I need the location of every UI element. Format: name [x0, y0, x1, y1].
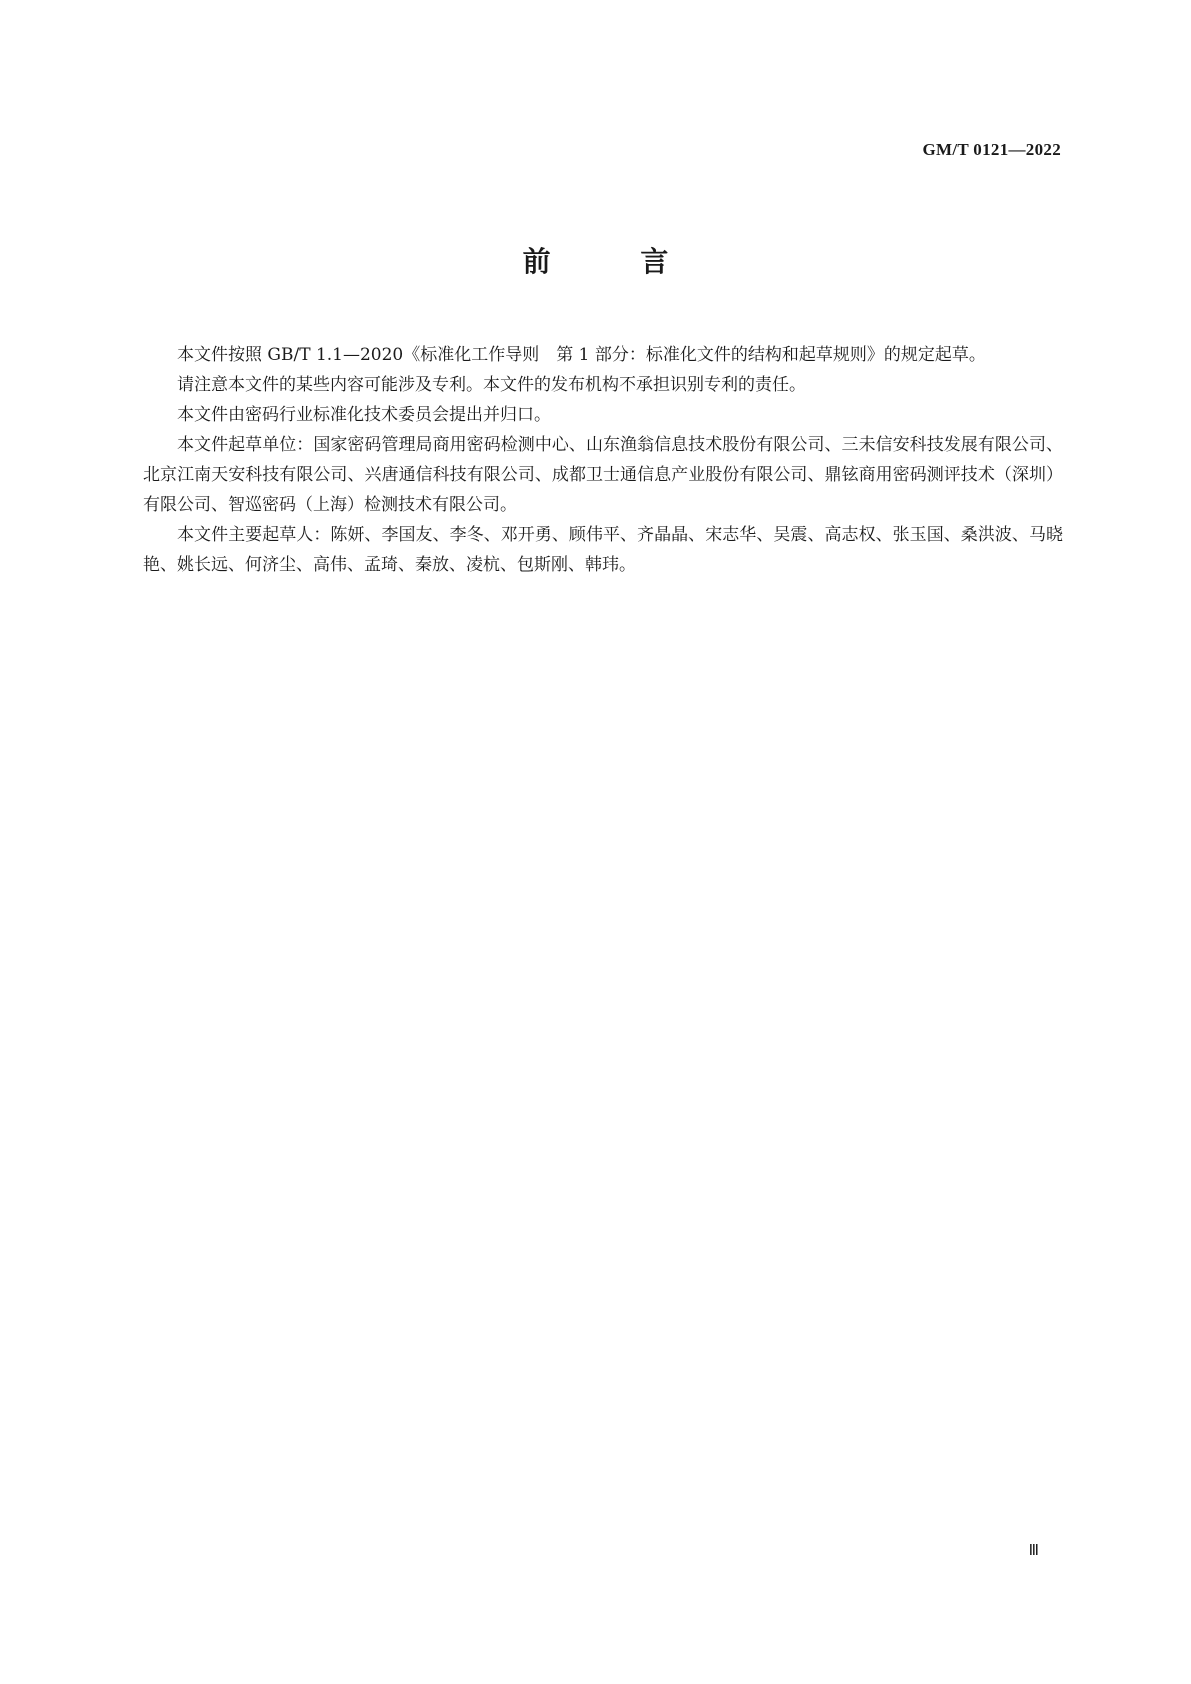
paragraph-proposer: 本文件由密码行业标准化技术委员会提出并归口。: [177, 405, 551, 425]
page-number: Ⅲ: [1028, 1543, 1039, 1559]
document-body: [143, 340, 1063, 580]
document-code: GM/T 0121—2022: [922, 140, 1061, 159]
paragraph-patent-notice: 请注意本文件的某些内容可能涉及专利。本文件的发布机构不承担识别专利的责任。: [177, 375, 806, 395]
paragraph-drafters: 本文件主要起草人：陈妍、李国友、李冬、邓开勇、顾伟平、齐晶晶、宋志华、吴震、高志权、张玉国、桑洪波、马晓艳、姚长远、何济尘、高伟、孟琦、秦放、凌杭、包斯刚、韩玮。: [143, 525, 1063, 575]
page-title: 前 言: [522, 245, 709, 278]
paragraph-drafting-rules: 本文件按照 GB/T 1.1—2020《标准化工作导则 第 1 部分：标准化文件的结构和起草规则》的规定起草。: [177, 345, 986, 365]
paragraph-drafting-units: 本文件起草单位：国家密码管理局商用密码检测中心、山东渔翁信息技术股份有限公司、三未信安科技发展有限公司、北京江南天安科技有限公司、兴唐通信科技有限公司、成都卫士通信息产业股份有限公司、鼎铉商用密码测评技术（深圳）有限公司、智巡密码（上海）检测技术有限公司。: [143, 435, 1063, 515]
